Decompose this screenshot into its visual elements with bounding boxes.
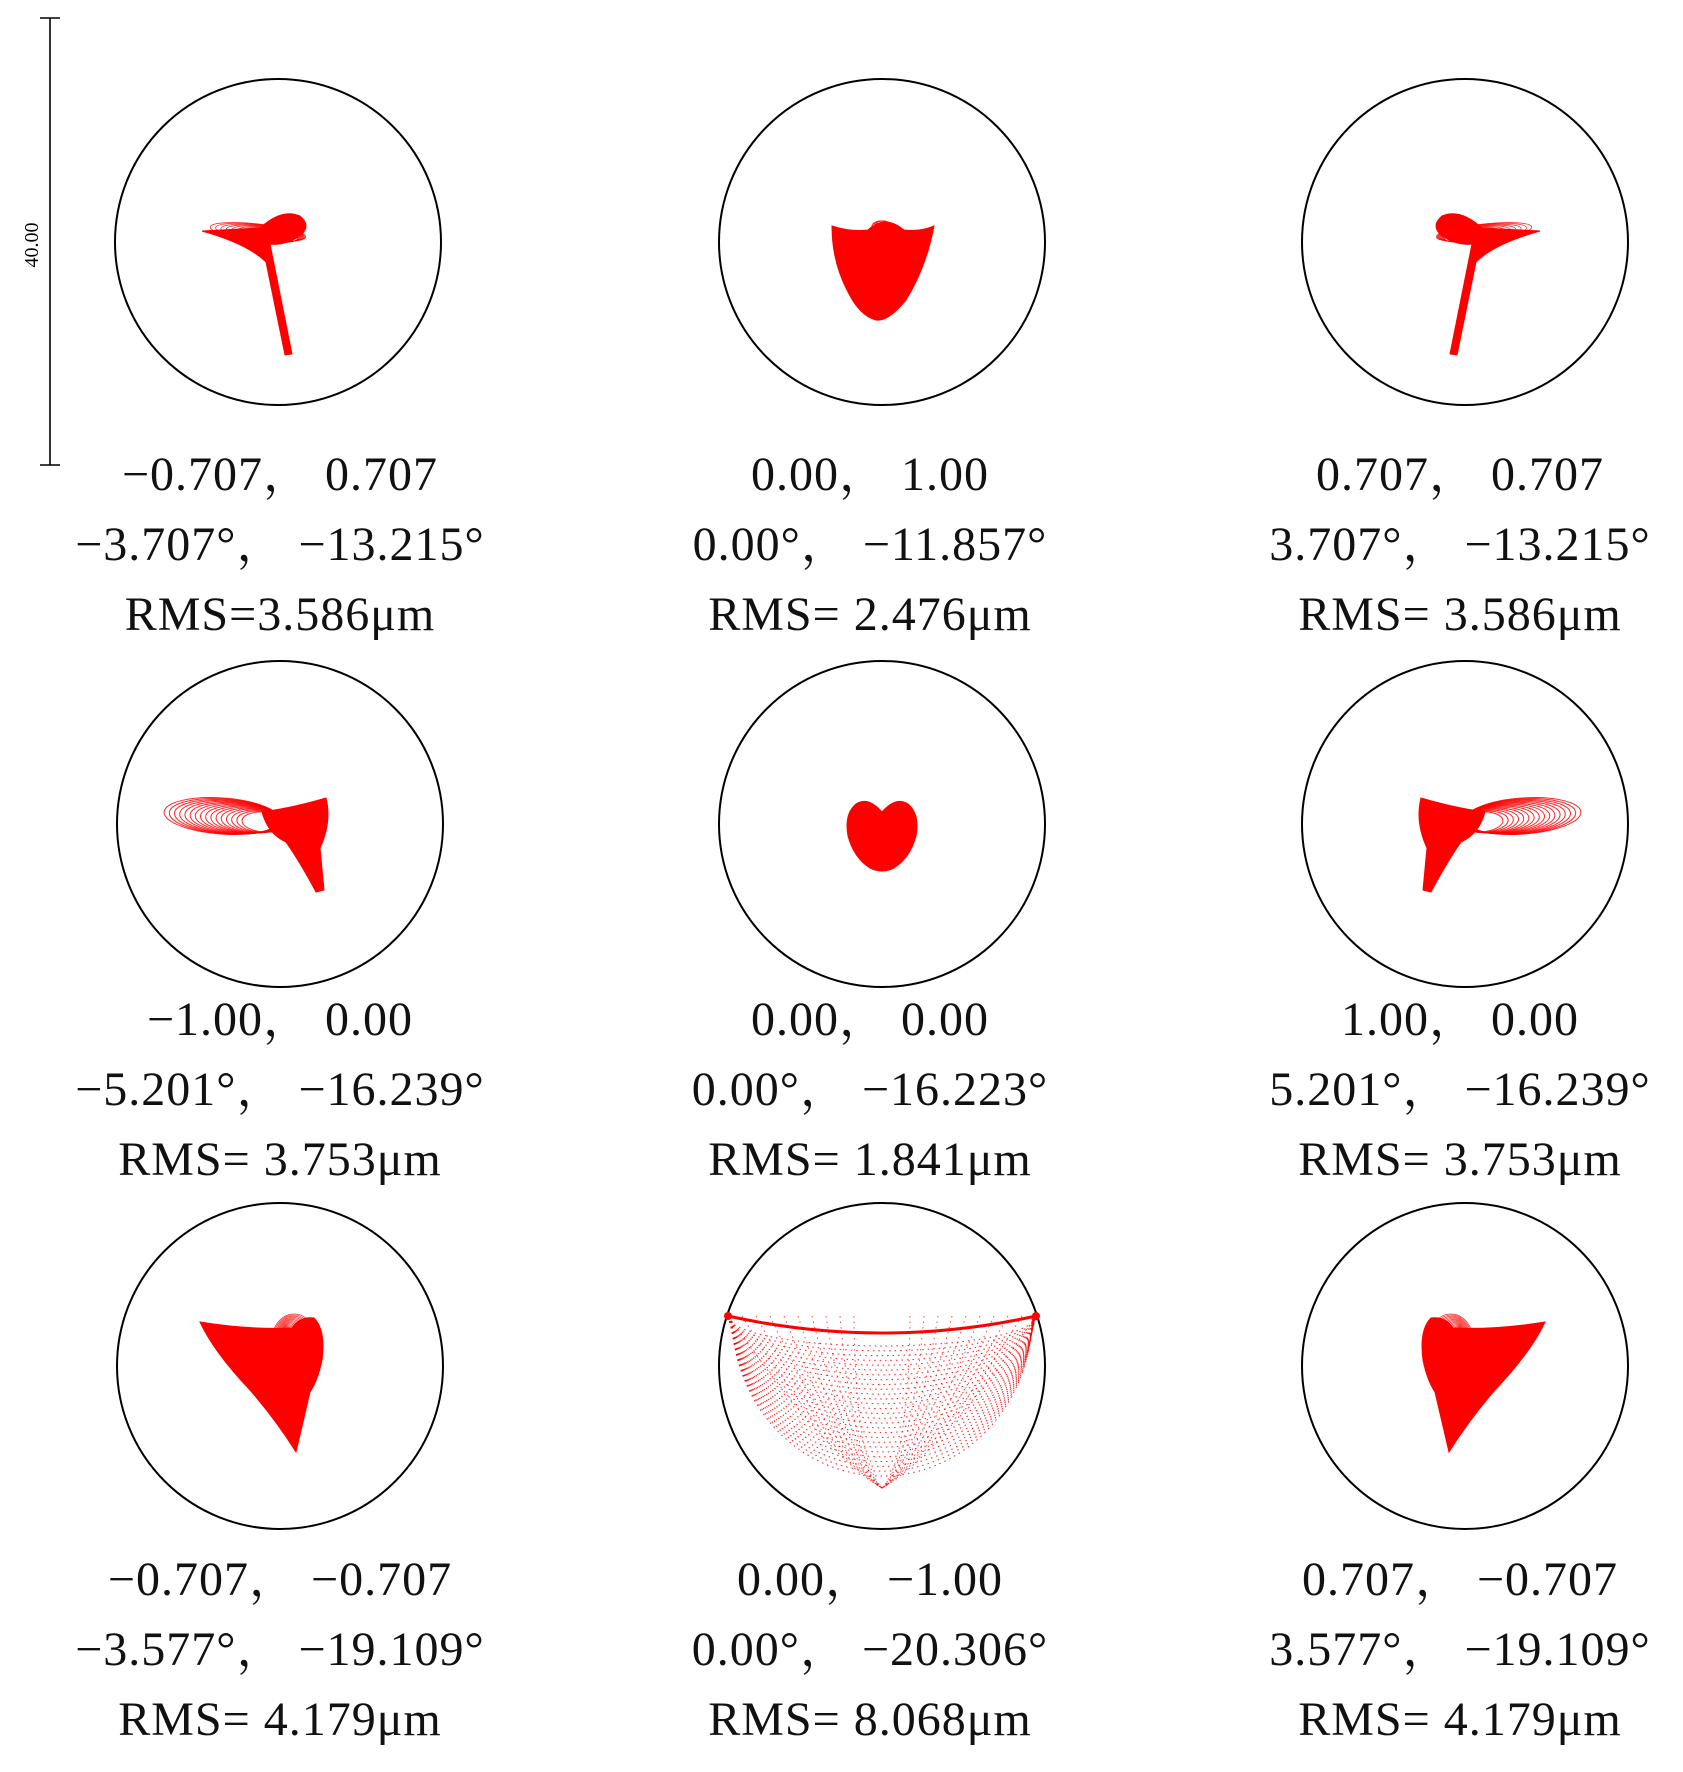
field-coordinates: −0.707， −0.707 bbox=[107, 1553, 453, 1606]
spot-ray bbox=[882, 1316, 1008, 1488]
panel-caption-3 bbox=[1180, 440, 1683, 650]
spot-arc bbox=[731, 1316, 1032, 1452]
rms-value: RMS= 3.753μm bbox=[1298, 1133, 1622, 1186]
spot-pattern-4 bbox=[163, 794, 328, 892]
rms-value: RMS= 1.841μm bbox=[708, 1133, 1032, 1186]
scale-bar bbox=[21, 18, 60, 465]
spot-ray bbox=[784, 1316, 882, 1488]
field-angles: 0.00°， −20.306° bbox=[691, 1623, 1049, 1676]
spot-top-edge bbox=[728, 1316, 1036, 1333]
field-coordinates: 0.707， 0.707 bbox=[1315, 448, 1604, 501]
scale-bar-label: 40.00 bbox=[21, 222, 43, 268]
spot-ray bbox=[882, 1316, 980, 1488]
spot-arc bbox=[732, 1316, 1032, 1476]
spot-ray bbox=[826, 1316, 882, 1488]
field-coordinates: 0.00， −1.00 bbox=[736, 1553, 1004, 1606]
field-angles: −3.707°， −13.215° bbox=[75, 518, 485, 571]
spot-arc bbox=[728, 1316, 1036, 1346]
spot-pattern-7 bbox=[200, 1314, 323, 1452]
spot-wedge bbox=[200, 1318, 323, 1452]
spot-fish-tail bbox=[262, 798, 328, 892]
spot-arc bbox=[728, 1316, 1035, 1356]
field-angles: 0.00°， −11.857° bbox=[692, 518, 1048, 571]
panel-caption-7 bbox=[0, 1545, 560, 1755]
field-angles: −3.577°， −19.109° bbox=[75, 1623, 485, 1676]
field-coordinates: −1.00， 0.00 bbox=[146, 993, 414, 1046]
spot-pattern-9 bbox=[1422, 1314, 1545, 1452]
spot-fish-tail bbox=[1419, 798, 1485, 892]
spot-endpoint bbox=[1032, 1312, 1040, 1320]
field-angles: 0.00°， −16.223° bbox=[691, 1063, 1049, 1116]
spot-pattern-1 bbox=[202, 214, 307, 355]
rms-value: RMS= 4.179μm bbox=[118, 1693, 442, 1746]
panel-caption-5 bbox=[590, 985, 1150, 1195]
spot-arc bbox=[731, 1316, 1033, 1447]
spot-pattern-2 bbox=[832, 221, 934, 320]
field-coordinates: −0.707， 0.707 bbox=[121, 448, 439, 501]
panel-caption-9 bbox=[1180, 1545, 1683, 1755]
spot-ray bbox=[882, 1316, 924, 1488]
field-coordinates: 0.00， 1.00 bbox=[750, 448, 989, 501]
spot-pattern-3 bbox=[1435, 214, 1540, 355]
field-coordinates: 0.707， −0.707 bbox=[1301, 1553, 1619, 1606]
rms-value: RMS=3.586μm bbox=[124, 588, 436, 641]
panel-caption-6 bbox=[1180, 985, 1683, 1195]
spot-ray bbox=[798, 1316, 882, 1488]
spot-wedge bbox=[1422, 1318, 1545, 1452]
spot-arc bbox=[732, 1316, 1033, 1466]
panel-caption-2 bbox=[590, 440, 1150, 650]
rms-value: RMS= 4.179μm bbox=[1298, 1693, 1622, 1746]
spot-pattern-5 bbox=[847, 801, 917, 871]
spot-comet bbox=[202, 214, 306, 355]
rms-value: RMS= 8.068μm bbox=[708, 1693, 1032, 1746]
field-angles: 3.577°， −19.109° bbox=[1269, 1623, 1651, 1676]
spot-arc bbox=[730, 1316, 1034, 1404]
spot-comet bbox=[1436, 214, 1540, 355]
rms-value: RMS= 3.753μm bbox=[118, 1133, 442, 1186]
field-coordinates: 1.00， 0.00 bbox=[1340, 993, 1579, 1046]
spot-arc bbox=[730, 1316, 1035, 1399]
panel-caption-4 bbox=[0, 985, 560, 1195]
panel-caption-8 bbox=[590, 1545, 1150, 1755]
panel-caption-1 bbox=[0, 440, 560, 650]
field-angles: 5.201°， −16.239° bbox=[1269, 1063, 1651, 1116]
spot-ray bbox=[854, 1316, 882, 1488]
spot-ray bbox=[840, 1316, 882, 1488]
spot-endpoint bbox=[724, 1312, 732, 1320]
spot-heart bbox=[847, 801, 917, 871]
spot-pattern-8 bbox=[724, 1312, 1040, 1488]
spot-ray bbox=[812, 1316, 882, 1488]
spot-ray bbox=[882, 1316, 938, 1488]
spot-arc bbox=[730, 1316, 1034, 1409]
spot-arc bbox=[728, 1316, 1035, 1360]
field-angles: −5.201°， −16.239° bbox=[75, 1063, 485, 1116]
rms-value: RMS= 3.586μm bbox=[1298, 588, 1622, 641]
rms-value: RMS= 2.476μm bbox=[708, 588, 1032, 641]
spot-ray bbox=[882, 1316, 994, 1488]
spot-ray bbox=[882, 1316, 952, 1488]
airy-circle-8 bbox=[719, 1203, 1045, 1529]
field-angles: 3.707°， −13.215° bbox=[1269, 518, 1651, 571]
field-coordinates: 0.00， 0.00 bbox=[750, 993, 989, 1046]
spot-ray bbox=[882, 1316, 910, 1488]
spot-pattern-6 bbox=[1419, 794, 1582, 892]
